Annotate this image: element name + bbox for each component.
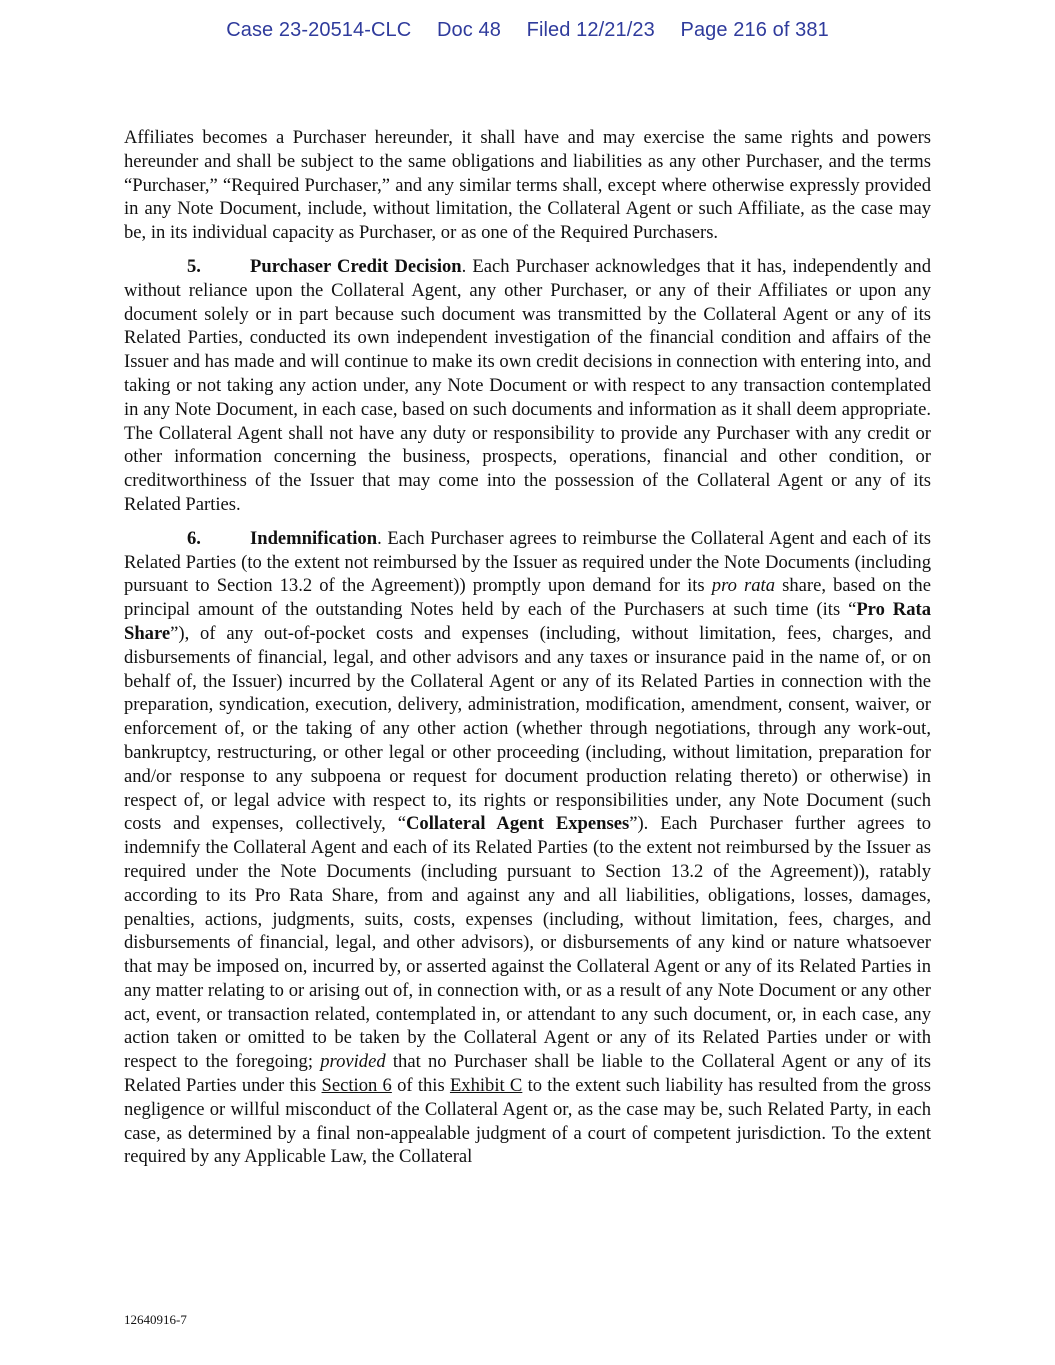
section-6: [124, 527, 931, 1170]
pro-rata-term: pro rata: [711, 575, 776, 597]
collateral-agent-expenses-term: Collateral Agent Expenses: [405, 813, 630, 835]
section-5-heading: Purchaser Credit Decision: [250, 255, 462, 277]
footer-doc-id: 12640916-7: [124, 1312, 187, 1327]
section-6-reference: Section 6: [321, 1075, 392, 1097]
section-6-text-3: ”), of any out-of-pocket costs and expenses (including, without limitation, fees, charges, and disbursements of financial, legal, and other advisors and any taxes or insurance paid in the name of, or on behalf of, the Issuer) incurred by the Collateral Agent or any of its Related Parties in connection with the preparation, syndication, execution, delivery, administration, modification, amendment, consent, waiver, or enforcement of, or the taking of any other action (whether through negotiations, through any work-out, bankruptcy, restructuring, or other legal or other proceeding (including, without limitation, preparation for and/or response to any subpoena or request for document production relating thereto) or otherwise) in respect of, or legal advice with respect to, its rights or responsibilities under, any Note Document (such costs and expenses, collectively, “: [124, 622, 931, 835]
pro-rata-share-term: Pro Rata Share: [124, 599, 931, 644]
court-filing-header: [0, 19, 1055, 42]
document-body: [124, 126, 931, 1179]
section-6-text-2: share, based on the principal amount of the outstanding Notes held by each of the Purchasers at such time (its “: [124, 575, 931, 621]
section-6-text-1: . Each Purchaser agrees to reimburse the Collateral Agent and each of its Related Parties (to the extent not reimbursed by the Issuer as required under the Note Documents (including pursuant to Section 13.2 of the Agreement)) promptly upon demand for its: [124, 527, 931, 597]
section-6-text-5: that no Purchaser shall be liable to the Collateral Agent or any of its Related Parties under this: [124, 1051, 931, 1097]
page-number: Page 216 of 381: [680, 19, 829, 41]
section-5: [124, 255, 931, 517]
section-5-text: . Each Purchaser acknowledges that it has, independently and without reliance upon the Collateral Agent, any other Purchaser, or any of their Affiliates or upon any document solely or in part because such document was transmitted by the Collateral Agent or any of its Related Parties, conducted its own independent investigation of the financial condition and affairs of the Issuer and has made and will continue to make its own credit decisions in connection with entering into, and taking or not taking any action under, any Note Document or with respect to any transaction contemplated in any Note Document, in each case, based on such documents and information as it shall deem appropriate. The Collateral Agent shall not have any duty or responsibility to provide any Purchaser with any credit or other information concerning the business, prospects, operations, financial and other condition, or creditworthiness of the Issuer that may come into the possession of the Collateral Agent or any of its Related Parties.: [124, 255, 931, 515]
doc-number: Doc 48: [437, 19, 501, 41]
section-6-number: 6.: [187, 527, 201, 549]
paragraph-continuation: Affiliates becomes a Purchaser hereunder, it shall have and may exercise the same rights and powers hereunder and shall be subject to the same obligations and liabilities as any other Purchaser, and the terms “Purchaser,” “Required Purchaser,” and any similar terms shall, except where otherwise expressly provided in any Note Document, include, without limitation, the Collateral Agent or such Affiliate, as the case may be, in its individual capacity as Purchaser, or as one of the Required Purchasers.: [124, 127, 931, 244]
case-number: Case 23-20514-CLC: [226, 19, 412, 41]
exhibit-c-reference: Exhibit C: [449, 1075, 523, 1097]
section-5-number: 5.: [187, 255, 201, 277]
filed-date: Filed 12/21/23: [526, 19, 655, 41]
section-6-text-4: ”). Each Purchaser further agrees to indemnify the Collateral Agent and each of its Related Parties (to the extent not reimbursed by the Issuer as required under the Note Documents (including pursuant to Section 13.2 of the Agreement)), ratably according to its Pro Rata Share, from and against any and all liabilities, obligations, losses, damages, penalties, actions, judgments, suits, costs, expenses (including, without limitation, fees, charges, and disbursements of financial, legal, and other advisors), or disbursements of any kind or nature whatsoever that may be imposed on, incurred by, or asserted against the Collateral Agent or any of its Related Parties in any matter relating to or arising out of, in connection with, or as a result of any Note Document or any other act, event, or transaction related, contemplated in, or attendant to any such document, or, in each case, any action taken or omitted to be taken by the Collateral Agent or any of its Related Parties under or with respect to the foregoing;: [124, 813, 932, 1073]
section-6-text-6: of this: [391, 1075, 450, 1097]
section-6-heading: Indemnification: [250, 527, 378, 549]
section-6-text-7: to the extent such liability has resulted from the gross negligence or willful misconduct of the Collateral Agent or, as the case may be, such Related Party, in each case, as determined by a final non-appealable judgment of a court of competent jurisdiction. To the extent required by any Applicable Law, the Collateral: [124, 1075, 931, 1168]
provided-term: provided: [320, 1051, 386, 1073]
